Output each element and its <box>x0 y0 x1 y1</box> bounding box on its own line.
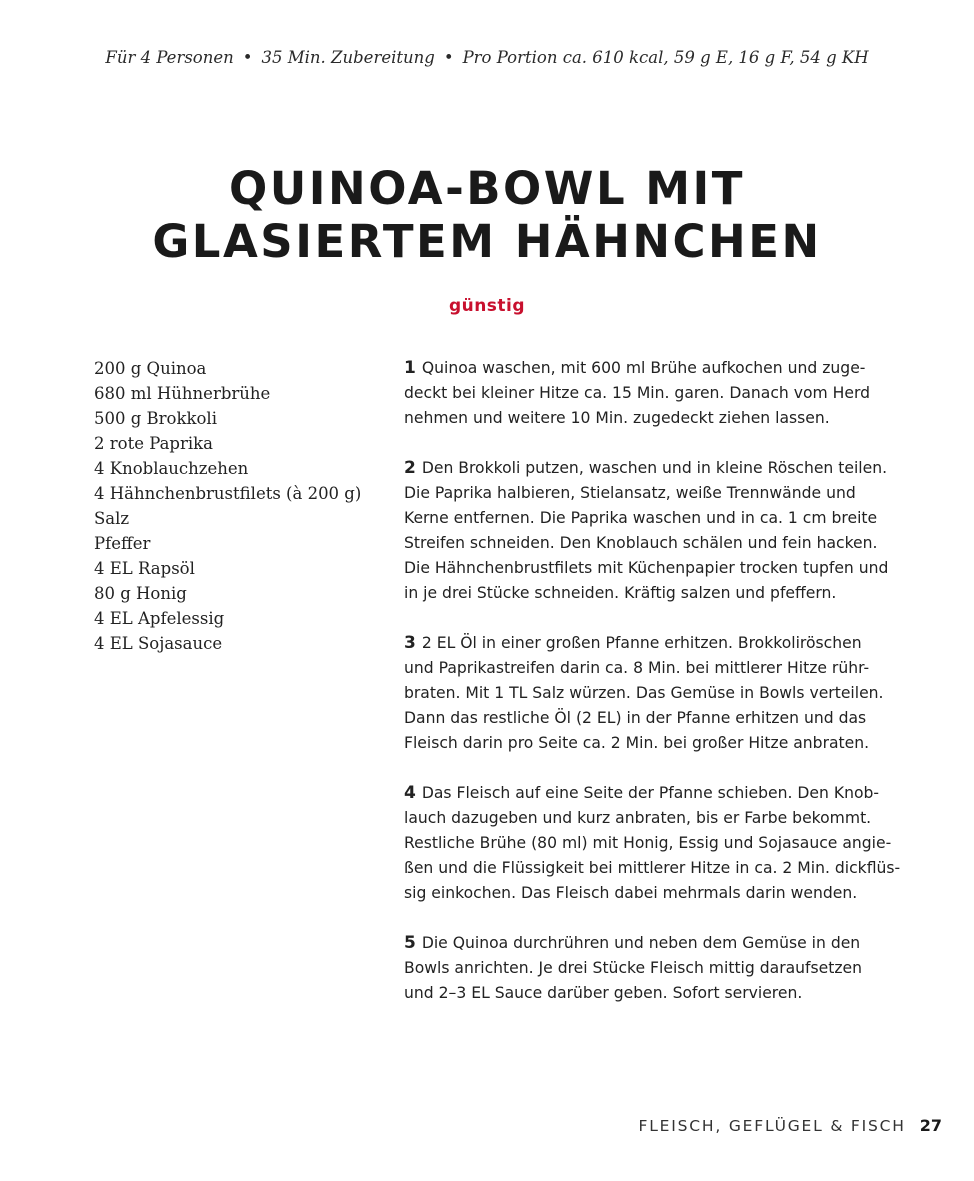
step-text-line: Den Brokkoli putzen, waschen und in kleine Röschen teilen. <box>421 459 888 477</box>
recipe-title-line-2: GLASIERTEM HÄHNCHEN <box>152 215 822 268</box>
step-number: 3 <box>404 633 416 653</box>
step-1 <box>404 356 914 431</box>
step-text-line: Die Paprika halbieren, Stielansatz, weiße Trennwände und <box>404 484 856 502</box>
step-number: 4 <box>404 783 416 803</box>
step-text-line: Streifen schneiden. Den Knoblauch schälen und fein hacken. <box>404 534 878 552</box>
servings: Für 4 Personen <box>105 48 234 67</box>
recipe-title-line-1: QUINOA-BOWL MIT <box>229 162 745 215</box>
step-text-line: deckt bei kleiner Hitze ca. 15 Min. garen. Danach vom Herd <box>404 384 871 402</box>
meta-separator: • <box>443 48 454 67</box>
recipe-meta <box>0 48 974 67</box>
ingredient-item: 80 g Honig <box>94 584 187 603</box>
ingredient-item: 500 g Brokkoli <box>94 409 217 428</box>
step-number: 2 <box>404 458 416 478</box>
step-text-line: 2 EL Öl in einer großen Pfanne erhitzen. Brokkoliröschen <box>421 634 862 652</box>
step-text-line: Quinoa waschen, mit 600 ml Brühe aufkochen und zuge- <box>421 359 866 377</box>
step-number: 1 <box>404 358 416 378</box>
step-text-line: in je drei Stücke schneiden. Kräftig salzen und pfeffern. <box>404 584 837 602</box>
step-text-line: Restliche Brühe (80 ml) mit Honig, Essig und Sojasauce angie- <box>404 834 892 852</box>
step-text-line: Die Hähnchenbrustfilets mit Küchenpapier trocken tupfen und <box>404 559 889 577</box>
step-text-line: Fleisch darin pro Seite ca. 2 Min. bei großer Hitze anbraten. <box>404 734 870 752</box>
step-text-line: Bowls anrichten. Je drei Stücke Fleisch mittig daraufsetzen <box>404 959 863 977</box>
ingredient-item: Salz <box>94 509 130 528</box>
ingredient-item: Pfeffer <box>94 534 151 553</box>
ingredient-item: 4 Knoblauchzehen <box>94 459 249 478</box>
page-footer <box>639 1116 942 1135</box>
step-text-line: sig einkochen. Das Fleisch dabei mehrmals darin wenden. <box>404 884 858 902</box>
ingredient-list <box>94 356 384 656</box>
step-text-line: und 2–3 EL Sauce darüber geben. Sofort servieren. <box>404 984 803 1002</box>
instruction-steps <box>404 356 914 1031</box>
meta-separator: • <box>242 48 253 67</box>
step-5 <box>404 931 914 1006</box>
ingredient-item: 200 g Quinoa <box>94 359 207 378</box>
price-tag: günstig <box>448 296 526 316</box>
ingredient-item: 4 EL Apfelessig <box>94 609 225 628</box>
prep-time: 35 Min. Zubereitung <box>261 48 435 67</box>
ingredient-item: 4 EL Sojasauce <box>94 634 223 653</box>
step-text-line: Das Fleisch auf eine Seite der Pfanne schieben. Den Knob- <box>421 784 880 802</box>
step-text-line: nehmen und weitere 10 Min. zugedeckt ziehen lassen. <box>404 409 830 427</box>
step-text-line: Kerne entfernen. Die Paprika waschen und in ca. 1 cm breite <box>404 509 878 527</box>
step-text-line: Die Quinoa durchrühren und neben dem Gemüse in den <box>421 934 861 952</box>
step-2 <box>404 456 914 606</box>
step-4 <box>404 781 914 906</box>
step-number: 5 <box>404 933 416 953</box>
ingredient-item: 2 rote Paprika <box>94 434 213 453</box>
ingredient-item: 4 EL Rapsöl <box>94 559 195 578</box>
step-text-line: ßen und die Flüssigkeit bei mittlerer Hitze in ca. 2 Min. dickflüs- <box>404 859 901 877</box>
page-number: 27 <box>919 1116 942 1135</box>
step-3 <box>404 631 914 756</box>
section-title: FLEISCH, GEFLÜGEL & FISCH <box>638 1117 906 1135</box>
recipe-title <box>0 162 974 268</box>
step-text-line: lauch dazugeben und kurz anbraten, bis er Farbe bekommt. <box>404 809 872 827</box>
step-text-line: braten. Mit 1 TL Salz würzen. Das Gemüse in Bowls verteilen. <box>404 684 884 702</box>
nutrition-info: Pro Portion ca. 610 kcal, 59 g E, 16 g F, 54 g KH <box>462 48 869 67</box>
ingredient-item: 4 Hähnchenbrustfilets (à 200 g) <box>94 484 362 503</box>
step-text-line: und Paprikastreifen darin ca. 8 Min. bei mittlerer Hitze rühr- <box>404 659 870 677</box>
step-text-line: Dann das restliche Öl (2 EL) in der Pfanne erhitzen und das <box>404 709 867 727</box>
ingredient-item: 680 ml Hühnerbrühe <box>94 384 271 403</box>
